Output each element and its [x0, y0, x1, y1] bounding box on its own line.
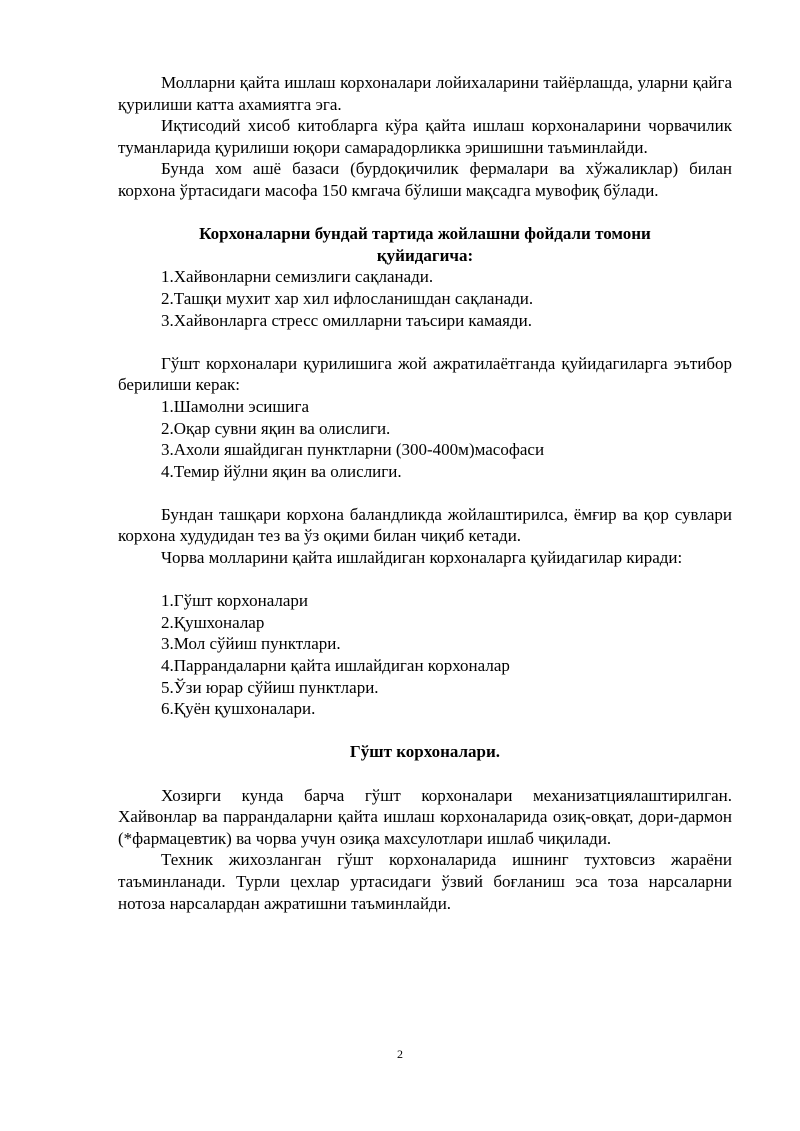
- benefits-list: [118, 266, 732, 331]
- section4-paragraph-2: Техник жихозланган гўшт корхоналарида ишнинг тухтовсиз жараёни таъминланади. Турли цехлар уртасидаги ўзвий боғланиш эса тоза нарсаларни нотоза нарсалардан ажратишни таъминлайди.: [118, 850, 732, 913]
- page-number: 2: [397, 1047, 403, 1061]
- section1-heading: Корхоналарни бундай тартида жойлашни фойдали томони қуйидагича:: [199, 224, 651, 265]
- list-item: 3.Хайвонларга стресс омилларни таъсири камаяди.: [161, 310, 532, 330]
- intro-paragraph-1: Молларни қайта ишлаш корхоналари лойихаларини тайёрлашда, уларни қайга қурилиши катта ахамиятга эга.: [118, 73, 732, 114]
- section4-paragraph-1: Хозирги кунда барча гўшт корхоналари механизатциялаштирилган. Хайвонлар ва паррандаларни қайта ишлаш корхоналарида озиқ-овқат, дори-дармон (*фармацевтик) ва чорва учун озиқа махсулотлари ишлаб чиқилади.: [118, 785, 732, 848]
- section4-heading: Гўшт корхоналари.: [349, 742, 501, 762]
- list-item: 1.Гўшт корхоналари: [161, 591, 309, 611]
- intro-paragraph-2: Иқтисодий хисоб китобларга кўра қайта ишлаш корхоналарини чорвачилик туманларида қурилиши юқори самарадорликка эришишни таъминлайди.: [118, 116, 732, 157]
- list-item: 3.Мол сўйиш пунктлари.: [161, 634, 341, 654]
- list-item: 4.Паррандаларни қайта ишлайдиган корхоналар: [161, 656, 510, 676]
- list-item: 2.Қушхоналар: [161, 612, 265, 632]
- spacer: [118, 331, 732, 353]
- list-item: 2.Ташқи мухит хар хил ифлосланишдан сақланади.: [161, 288, 534, 308]
- intro-paragraph-3: Бунда хом ашё базаси (бурдоқичилик фермалари ва хўжаликлар) билан корхона ўртасидаги масофа 150 кмгача бўлиши мақсадга мувофиқ бўлади.: [118, 159, 732, 200]
- document-page: [118, 72, 732, 914]
- spacer: [118, 569, 732, 591]
- enterprise-types-list: [118, 590, 732, 720]
- list-item: 3.Ахоли яшайдиган пунктларни (300-400м)масофаси: [161, 440, 545, 460]
- list-item: 4.Темир йўлни яқин ва олислиги.: [161, 461, 402, 481]
- list-item: 1.Шамолни эсишига: [161, 396, 310, 416]
- spacer: [118, 763, 732, 785]
- spacer: [118, 720, 732, 742]
- site-criteria-list: [118, 396, 732, 482]
- spacer: [118, 202, 732, 224]
- list-item: 1.Хайвонларни семизлиги сақланади.: [161, 267, 434, 287]
- list-item: 5.Ўзи юрар сўйиш пунктлари.: [161, 677, 379, 697]
- section2-intro: Гўшт корхоналари қурилишига жой ажратилаётганда қуйидагиларга эътибор берилиши керак:: [118, 353, 732, 395]
- section3-paragraph-1: Бундан ташқари корхона баландликда жойлаштирилса, ёмғир ва қор сувлари корхона худудидан тез ва ўз оқими билан чиқиб кетади.: [118, 504, 732, 546]
- section3-paragraph-2: Чорва молларини қайта ишлайдиган корхоналарга қуйидагилар киради:: [161, 548, 683, 568]
- spacer: [118, 482, 732, 504]
- list-item: 2.Оқар сувни яқин ва олислиги.: [161, 418, 391, 438]
- list-item: 6.Қуён қушхоналари.: [161, 699, 316, 719]
